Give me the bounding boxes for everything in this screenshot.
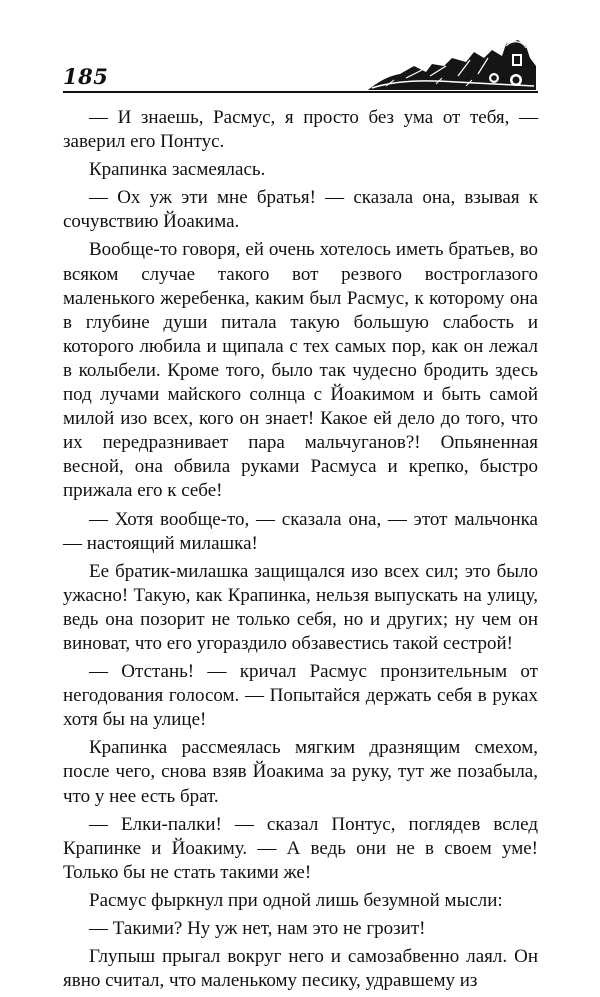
- paragraph: — Хотя вообще-то, — сказала она, — этот мальчонка — настоящий милашка!: [63, 508, 538, 554]
- paragraph: Ее братик-милашка защищался изо всех сил; это было ужасно! Такую, как Крапинка, нельзя выпускать на улицу, ведь она позорит не только себя, но и других; ну чем он виноват, что его угораздило обзавестись такой сестрой!: [63, 560, 538, 654]
- paragraph: Крапинка рассмеялась мягким дразнящим смехом, после чего, снова взяв Йоакима за руку, тут же позабыла, что у нее есть брат.: [63, 737, 538, 807]
- paragraph: — Елки-палки! — сказал Понтус, поглядев вслед Крапинке и Йоакиму. — А ведь они не в своем уме! Только бы не стать такими же!: [63, 813, 538, 883]
- paragraph: — Такими? Ну уж нет, нам это не грозит!: [89, 918, 426, 939]
- paragraph: Крапинка засмеялась.: [89, 159, 266, 181]
- header-rule: [63, 91, 538, 93]
- paragraph: Расмус фыркнул при одной лишь безумной мысли:: [89, 889, 503, 911]
- paragraph: — И знаешь, Расмус, я просто без ума от тебя, — заверил его Понтус.: [63, 107, 538, 153]
- paragraph: Вообще-то говоря, ей очень хотелось иметь братьев, во всяком случае такого вот резвого востроглазого маленького жеребенка, каким был Расмус, к которому она в глубине души питала такую большую слабость и которого любила и щипала с тех самых пор, как он лежал в колыбели. Кроме того, было так чудесно бродить здесь под лучами майского солнца с Йоакимом и быть самой милой изо всех, кого он знает! Какое ей дело до того, что их передразнивает пара мальчуганов?! Опьяненная весной, она обвила руками Расмуса и крепко, быстро прижала его к себе!: [63, 239, 538, 502]
- page-header: [63, 36, 538, 96]
- paragraph: Глупыш прыгал вокруг него и самозабвенно лаял. Он явно считал, что маленькому песику, удравшему из: [63, 946, 538, 992]
- sleigh-vignette-icon: [366, 36, 538, 92]
- paragraph: — Ох уж эти мне братья! — сказала она, взывая к сочувствию Йоакима.: [63, 187, 538, 233]
- body-text: [63, 106, 538, 997]
- page-number: 185: [63, 64, 109, 89]
- paragraph: — Отстань! — кричал Расмус пронзительным от негодования голосом. — Попытайся держать себя в руках хотя бы на улице!: [63, 661, 538, 731]
